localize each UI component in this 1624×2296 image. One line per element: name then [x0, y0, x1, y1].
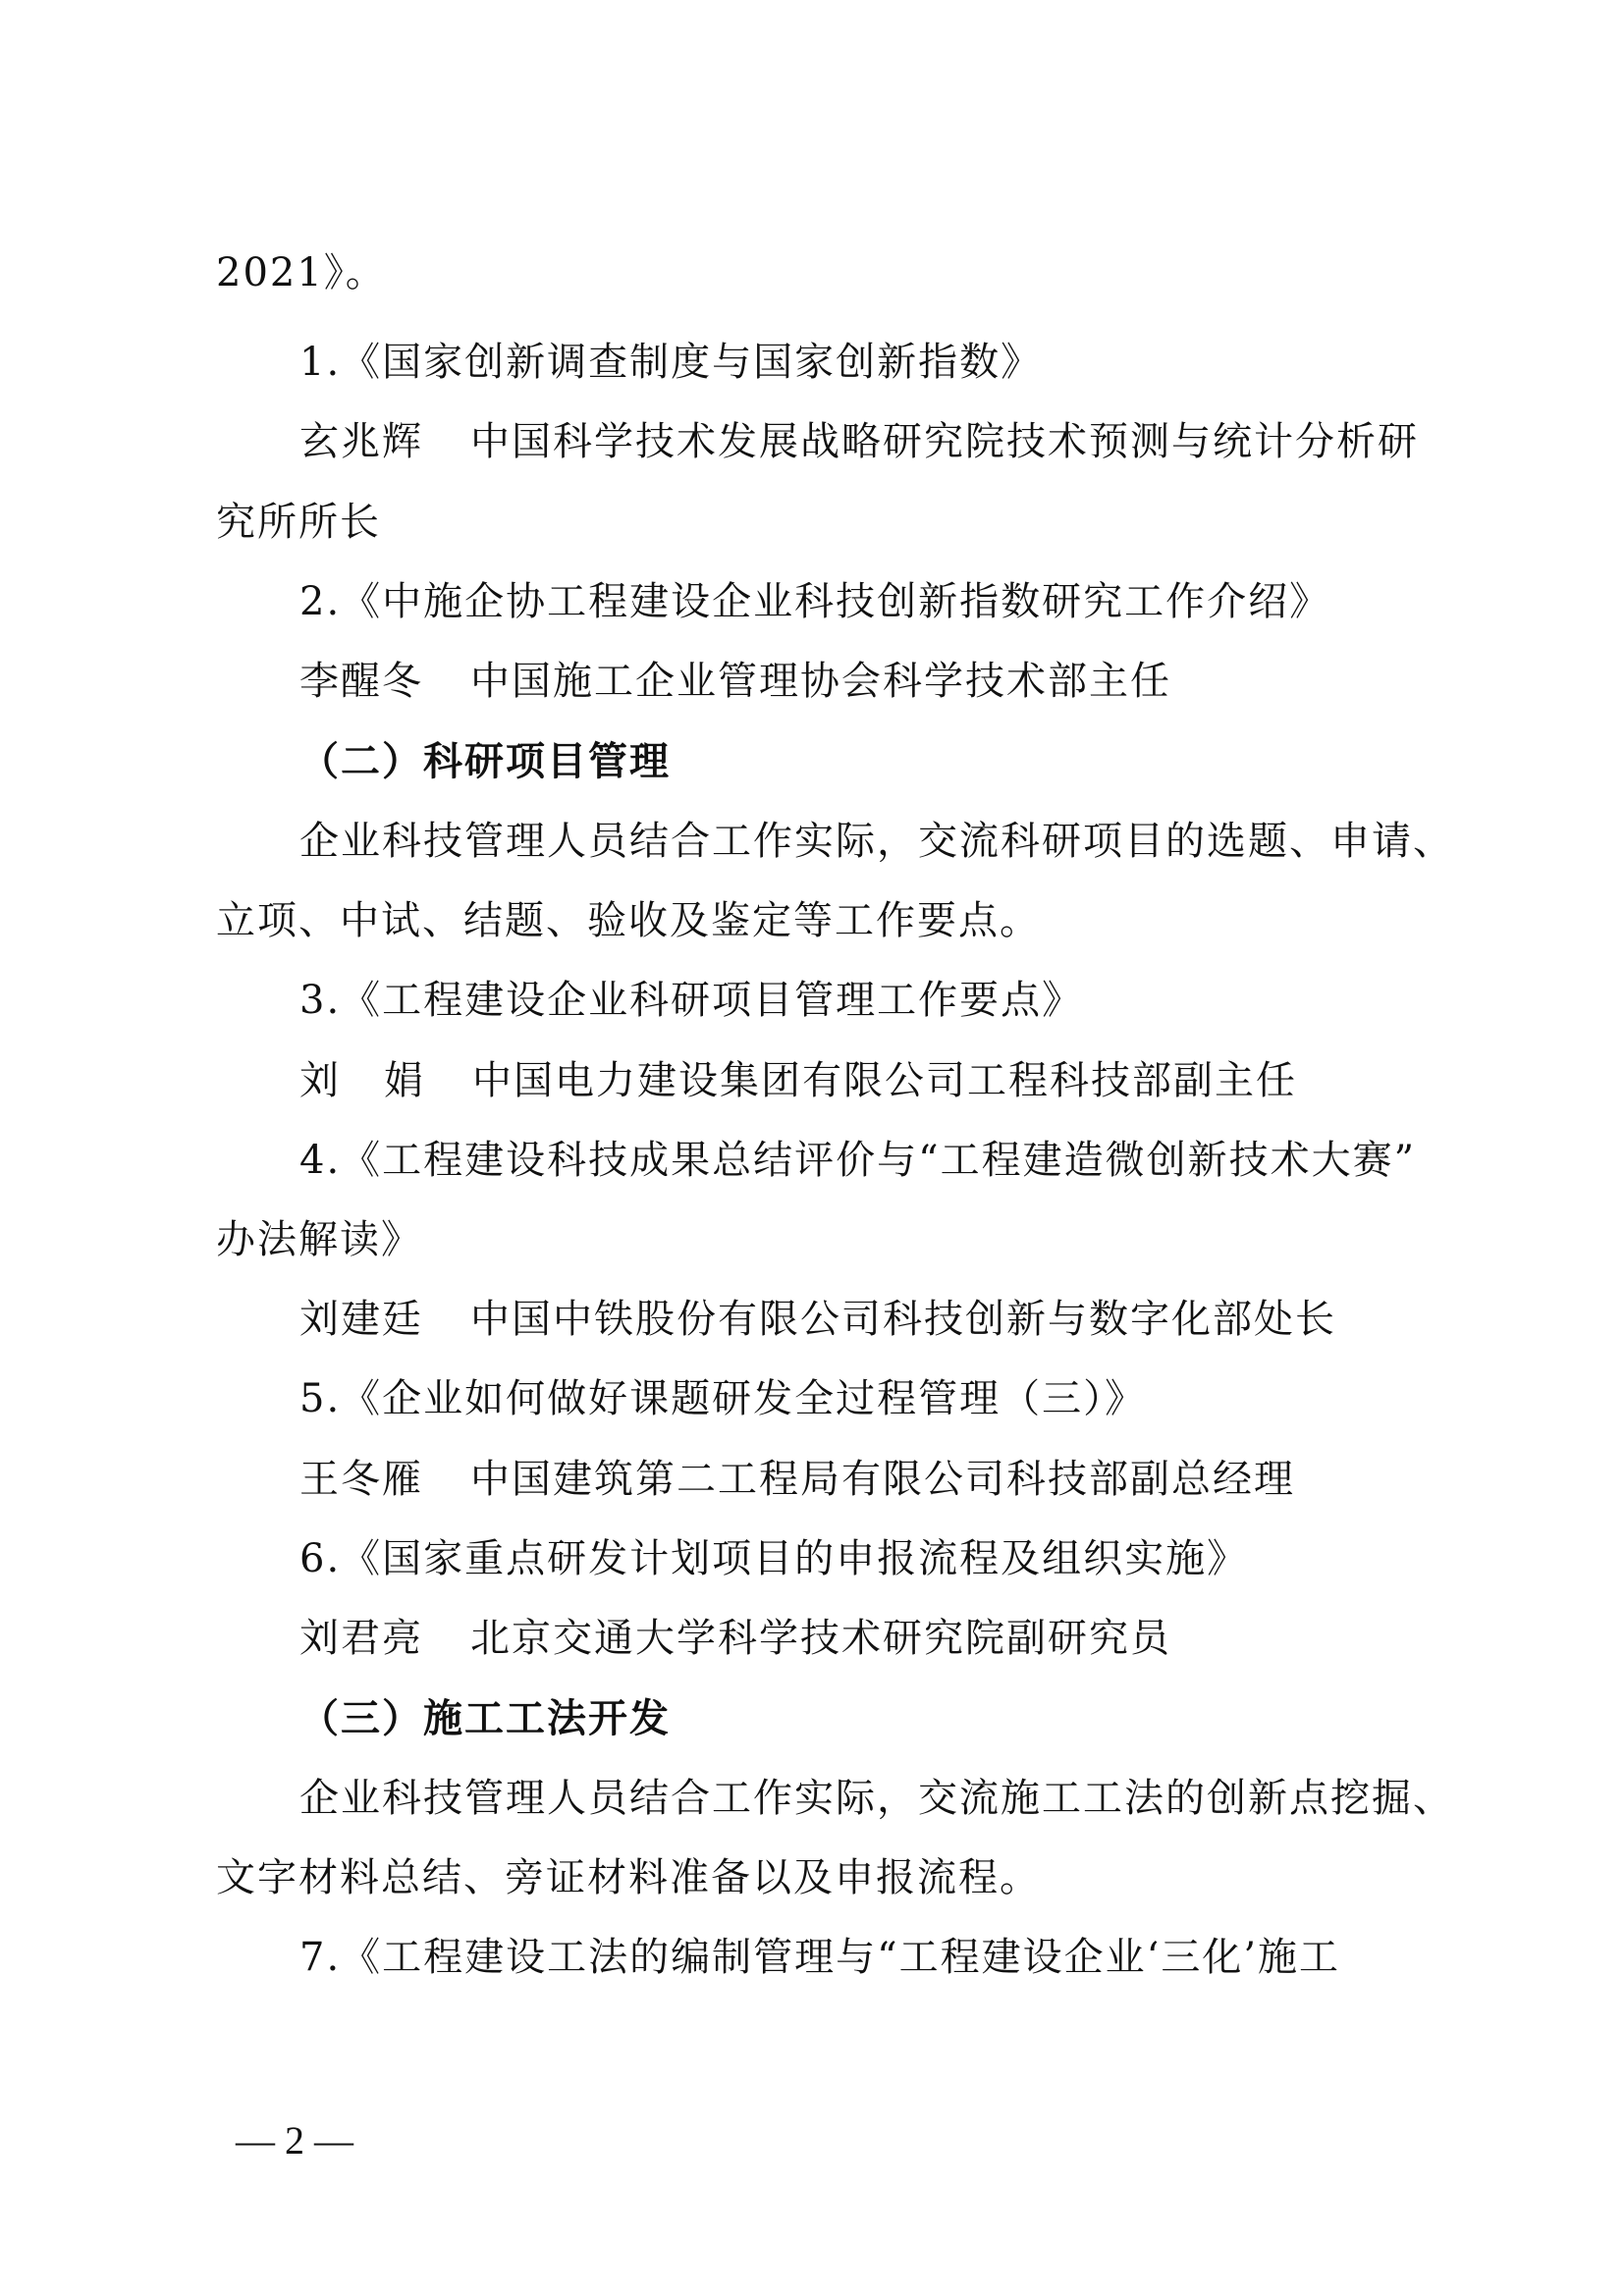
- speaker-name: 刘建廷: [299, 1297, 423, 1342]
- paragraph-line: 立项、中试、结题、验收及鉴定等工作要点。: [216, 898, 1041, 943]
- section-heading: （三）施工工法开发: [299, 1696, 671, 1741]
- speaker-name: 玄兆辉: [299, 419, 423, 464]
- speaker-line: [299, 1613, 1171, 1664]
- speaker-name: 娟: [384, 1058, 425, 1103]
- speaker-line: [299, 1294, 1336, 1345]
- section-heading: （二）科研项目管理: [299, 739, 671, 784]
- item-title: 2.《中施企协工程建设企业科技创新指数研究工作介绍》: [299, 579, 1331, 624]
- item-title: 4.《工程建设科技成果总结评价与“工程建造微创新技术大赛”: [299, 1138, 1417, 1183]
- speaker-affiliation: 中国电力建设集团有限公司工程科技部副主任: [472, 1058, 1297, 1103]
- speaker-affiliation: 中国建筑第二工程局有限公司科技部副总经理: [470, 1457, 1295, 1502]
- paragraph-line: 文字材料总结、旁证材料准备以及申报流程。: [216, 1855, 1041, 1900]
- speaker-affiliation: 北京交通大学科学技术研究院副研究员: [470, 1616, 1171, 1661]
- paragraph-line: 究所所长: [216, 500, 381, 545]
- speaker-name: 王冬雁: [299, 1457, 423, 1502]
- speaker-affiliation: 中国施工企业管理协会科学技术部主任: [470, 659, 1171, 704]
- speaker-name: 李醒冬: [299, 659, 423, 704]
- speaker-affiliation: 中国科学技术发展战略研究院技术预测与统计分析研: [470, 419, 1419, 464]
- item-title: 1.《国家创新调查制度与国家创新指数》: [299, 340, 1043, 385]
- speaker-line: [299, 1055, 1297, 1106]
- speaker-name: 刘: [299, 1058, 341, 1103]
- item-title: 5.《企业如何做好课题研发全过程管理（三）》: [299, 1376, 1147, 1421]
- paragraph-line: 办法解读》: [216, 1217, 422, 1262]
- page-number: — 2 —: [236, 2118, 353, 2163]
- speaker-affiliation: 中国中铁股份有限公司科技创新与数字化部处长: [470, 1297, 1336, 1342]
- paragraph-line: 2021》。: [216, 250, 387, 295]
- speaker-line: [299, 416, 1419, 467]
- speaker-line: [299, 656, 1171, 707]
- item-title: 3.《工程建设企业科研项目管理工作要点》: [299, 978, 1084, 1023]
- speaker-name: 刘君亮: [299, 1616, 423, 1661]
- paragraph-line: 企业科技管理人员结合工作实际，交流科研项目的选题、申请、: [299, 819, 1454, 864]
- speaker-line: [299, 1454, 1295, 1505]
- item-title: 7.《工程建设工法的编制管理与“工程建设企业‘三化’施工: [299, 1935, 1341, 1980]
- paragraph-line: 企业科技管理人员结合工作实际，交流施工工法的创新点挖掘、: [299, 1776, 1454, 1821]
- item-title: 6.《国家重点研发计划项目的申报流程及组织实施》: [299, 1536, 1249, 1581]
